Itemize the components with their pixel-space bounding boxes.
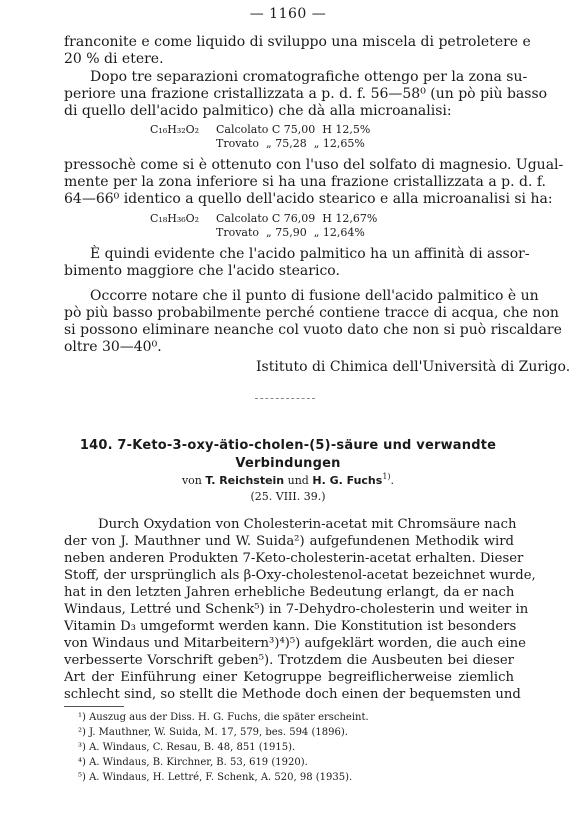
text-line: pressochè come si è ottenuto con l'uso del solfato di magnesio. Ugual- <box>64 157 564 173</box>
text-line: 64—66⁰ identico a quello dell'acido stearico e alla microanalisi si ha: <box>64 191 553 207</box>
article-title: 140. 7-Keto-3-oxy-ätio-cholen-(5)-säure und verwandte <box>79 438 497 453</box>
text-line: Occorre notare che il punto di fusione dell'acido palmitico è un <box>90 288 539 304</box>
formula-found: Trovato „ 75,90 „ 12,64% <box>216 226 365 239</box>
body-line: schlecht sind, so stellt die Methode doch einen der bequemsten und <box>64 687 521 702</box>
body-line: Windaus, Lettré und Schenk⁵) in 7-Dehydro-cholesterin und weiter in <box>64 602 529 617</box>
byline: von T. Reichstein und H. G. Fuchs$^{1)}$. <box>181 472 395 487</box>
formula-compound: C₁₆H₃₂O₂ <box>150 123 200 136</box>
body-line: der von J. Mauthner und W. Suida²) aufgefundenen Methodik wird <box>64 534 514 549</box>
footnote: ³) A. Windaus, C. Resau, B. 48, 851 (1915). <box>78 742 296 753</box>
formula-calculated: Calcolato C 75,00 H 12,5% <box>216 123 371 136</box>
received-date: (25. VIII. 39.) <box>250 490 326 503</box>
institution-signature: Istituto di Chimica dell'Università di Zurigo. <box>256 359 571 375</box>
footnote-rule <box>64 706 124 707</box>
footnote-marker: 1) <box>382 472 391 481</box>
author-name: H. G. Fuchs <box>312 474 383 487</box>
footnote: ²) J. Mauthner, W. Suida, M. 17, 579, bes. 594 (1896). <box>78 727 348 738</box>
text-line: di quello dell'acido palmitico) che dà alla microanalisi: <box>64 103 452 119</box>
author-name: T. Reichstein <box>205 474 285 487</box>
body-line: hat in den letzten Jahren erhebliche Bedeutung erlangt, da er nach <box>64 585 515 600</box>
formula-calculated: Calcolato C 76,09 H 12,67% <box>216 212 378 225</box>
text-line: bimento maggiore che l'acido stearico. <box>64 263 340 279</box>
text-line: franconite e come liquido di sviluppo una miscela di petroletere e <box>64 34 531 50</box>
text-line: pò più basso probabilmente perché contiene tracce di acqua, che non <box>64 305 559 321</box>
byline-von: von <box>181 474 202 487</box>
body-line: von Windaus und Mitarbeitern³)⁴)⁵) aufgeklärt worden, die auch eine <box>64 636 526 651</box>
text-line: Dopo tre separazioni cromatografiche ottengo per la zona su- <box>90 69 528 85</box>
text-line: oltre 30—40⁰. <box>64 339 162 355</box>
formula-found: Trovato „ 75,28 „ 12,65% <box>216 137 365 150</box>
body-line: neben anderen Produkten 7-Keto-cholesterin-acetat erhalten. Dieser <box>64 551 524 566</box>
body-line: Durch Oxydation von Cholesterin-acetat mit Chromsäure nach <box>98 517 517 532</box>
body-line: Art der Einführung einer Ketogruppe begreiflicherweise ziemlich <box>64 670 514 685</box>
text-line: periore una frazione cristallizzata a p. d. f. 56—58⁰ (un pò più basso <box>64 86 548 102</box>
text-line: 20 % di etere. <box>64 51 164 67</box>
section-divider <box>255 398 315 399</box>
footnote: ⁵) A. Windaus, H. Lettré, F. Schenk, A. 520, 98 (1935). <box>78 772 353 783</box>
text-line: mente per la zona inferiore si ha una frazione cristallizzata a p. d. f. <box>64 174 546 190</box>
footnote: ¹) Auszug aus der Diss. H. G. Fuchs, die später erscheint. <box>78 712 369 723</box>
body-line: Stoff, der ursprünglich als β-Oxy-cholestenol-acetat bezeichnet wurde, <box>64 568 536 583</box>
footnote: ⁴) A. Windaus, B. Kirchner, B. 53, 619 (1920). <box>78 757 308 768</box>
page-number: — 1160 — <box>249 6 327 22</box>
text-line: si possono eliminare neanche col vuoto dato che non si può riscaldare <box>64 322 562 338</box>
text-line: È quindi evidente che l'acido palmitico ha un affinità di assor- <box>90 246 530 262</box>
body-line: Vitamin D₃ umgeformt werden kann. Die Konstitution ist besonders <box>64 619 517 634</box>
byline-und: und <box>287 474 309 487</box>
body-line: verbesserte Vorschrift geben⁵). Trotzdem die Ausbeuten bei dieser <box>64 653 514 668</box>
formula-compound: C₁₈H₃₆O₂ <box>150 212 200 225</box>
article-title-continued: Verbindungen <box>235 456 341 471</box>
